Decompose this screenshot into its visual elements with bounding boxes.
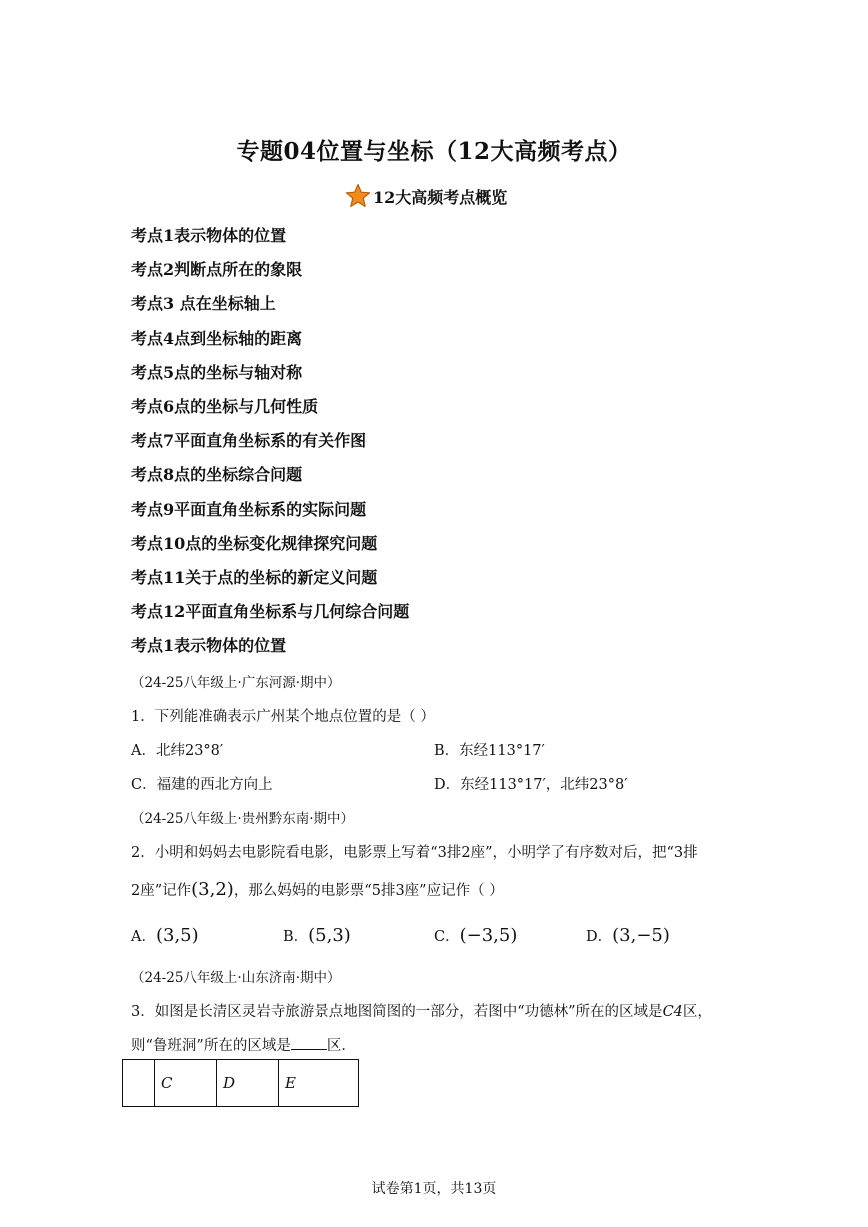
table-row [123,1060,359,1107]
region-code: C4 [662,1004,683,1020]
table-cell: D [217,1060,279,1107]
page-title: 专题04位置与坐标（12大高频考点） [236,138,632,165]
question-source: （24-25八年级上·山东济南·期中） [131,970,341,986]
option-c [434,925,517,946]
question-stem: 1．下列能准确表示广州某个地点位置的是（ ） [131,709,435,725]
option-value: (−3,5) [459,925,518,946]
kaodian-item: 考点6点的坐标与几何性质 [131,396,319,416]
stem-text: 区， [682,1004,712,1020]
option-a: A．北纬23°8′ [131,743,224,759]
option-value: (3,−5) [612,925,670,946]
question-stem: 2．小明和妈妈去电影院看电影，电影票上写着“3排2座”，小明学了有序数对后，把“3排 [131,845,698,861]
option-label: B． [283,929,309,945]
kaodian-item: 考点2判断点所在的象限 [131,260,303,280]
option-label: A． [131,929,156,945]
map-grid-table [122,1059,359,1107]
overview-title: 12大高频考点概览 [373,187,508,207]
option-d: D．东经113°17′，北纬23°8′ [434,777,628,793]
question-stem-line2 [131,1034,356,1055]
option-b [283,925,351,946]
kaodian-item: 考点5点的坐标与轴对称 [131,362,303,382]
kaodian-item: 考点11关于点的坐标的新定义问题 [131,567,378,587]
stem-text: 区． [326,1038,356,1054]
stem-text: 2座”记作 [131,883,192,899]
kaodian-item: 考点10点的坐标变化规律探究问题 [131,533,378,553]
table-cell: E [279,1060,359,1107]
question-source: （24-25八年级上·广东河源·期中） [131,675,341,691]
question-stem-line2 [131,879,504,900]
kaodian-list [131,224,409,668]
option-value: (5,3) [308,925,351,946]
option-label: D． [586,929,613,945]
option-b: B．东经113°17′ [434,743,545,759]
page-footer: 试卷第1页，共13页 [371,1181,497,1197]
stem-text: 则“鲁班洞”所在的区域是 [131,1038,291,1054]
option-c: C．福建的西北方向上 [131,777,273,793]
stem-text: ，那么妈妈的电影票“5排3座”应记作（ ） [233,883,504,899]
stem-text: 3．如图是长清区灵岩寺旅游景点地图简图的一部分，若图中“功德林”所在的区域是 [131,1004,663,1020]
option-a [131,925,199,946]
kaodian-item: 考点8点的坐标综合问题 [131,465,303,485]
answer-blank[interactable] [291,1035,327,1050]
kaodian-item: 考点12平面直角坐标系与几何综合问题 [131,602,410,622]
kaodian-item: 考点3 点在坐标轴上 [131,294,276,314]
section-heading: 考点1表示物体的位置 [131,636,287,656]
kaodian-item: 考点7平面直角坐标系的有关作图 [131,431,367,451]
option-value: (3,5) [155,925,199,946]
kaodian-item: 考点1表示物体的位置 [131,226,287,245]
question-stem [131,1000,712,1021]
ordered-pair: (3,2) [191,879,234,900]
table-cell [123,1060,155,1107]
table-cell: C [155,1060,217,1107]
overview-heading [345,182,507,210]
kaodian-item: 考点9平面直角坐标系的实际问题 [131,499,367,519]
option-d [586,925,670,946]
question-source: （24-25八年级上·贵州黔东南·期中） [131,811,355,827]
star-icon [345,183,371,209]
option-label: C． [434,929,460,945]
kaodian-item: 考点4点到坐标轴的距离 [131,328,303,348]
